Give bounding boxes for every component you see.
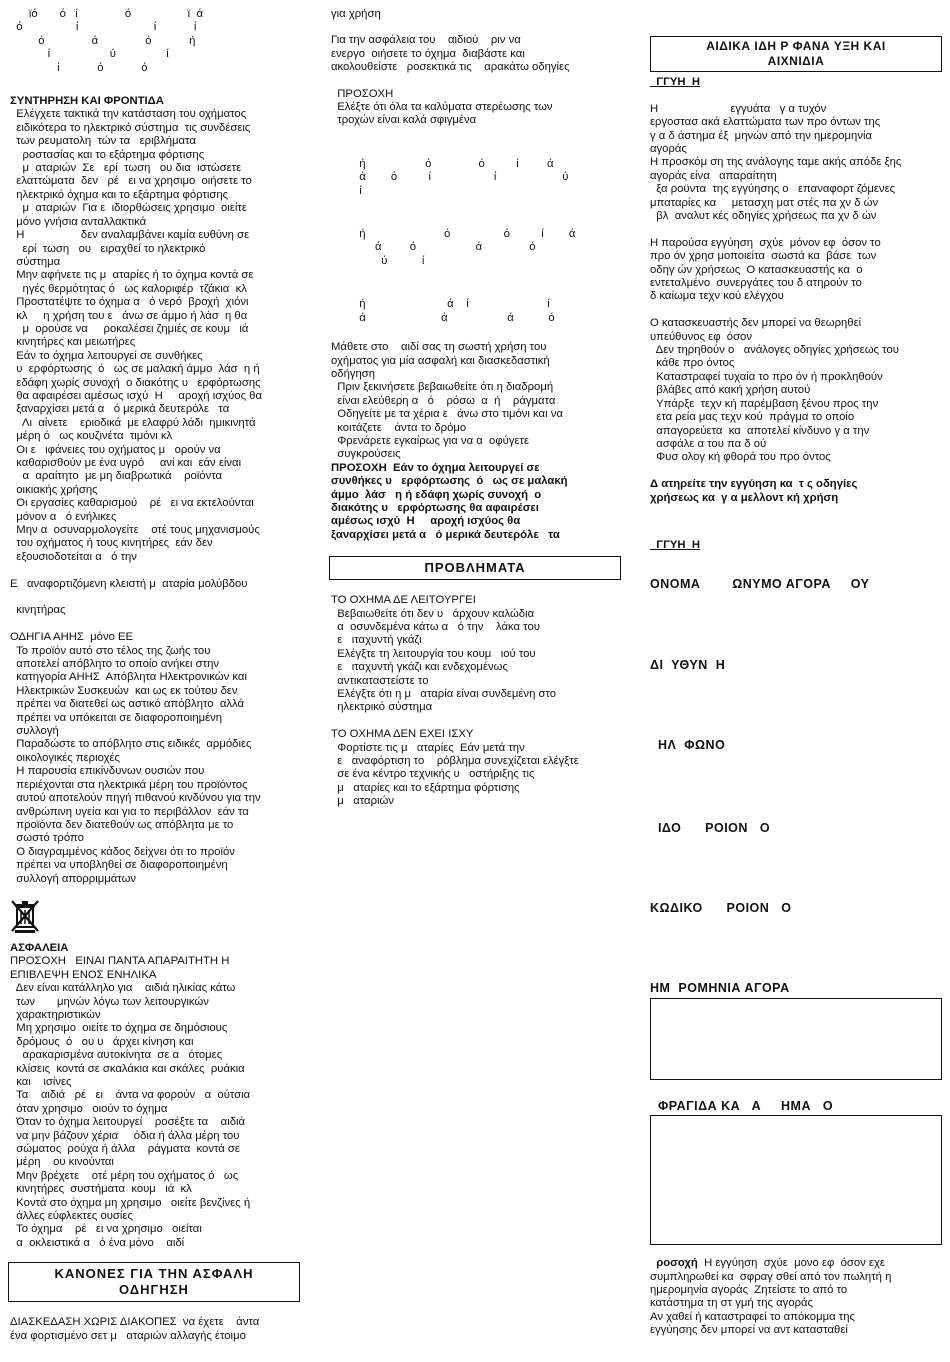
problem-1-text [331,608,621,715]
text-line: κατάστημα τη στ γμή της αγοράς [650,1297,813,1310]
text-line: οικιακής χρήσης [10,483,98,496]
text-line: ί ύ ί [10,48,169,61]
text-line: αγοράς είνα απαραίτητη [650,169,777,182]
text-line: Εάν το όχημα λειτουργεί σε συνθήκες [10,349,203,362]
text-line: Ελέγξτε τη λειτουργία του κουμ ιού του [331,647,536,660]
text-line: Οι ε ιφάνειες του οχήματος μ ορούν να [10,443,221,456]
text-line: αγοράς [650,143,687,156]
text-line: πρέπει να υποβληθεί σε διαφοροποιημένη [10,859,228,872]
field-buyer-name: ΟΝΟΜΑ ΩΝΥΜΟ ΑΓΟΡΑ ΟΥ [650,577,870,592]
text-line: μ αταριών Για ε ιδιορθώσεις χρησιμο οιείτε [10,202,247,215]
text-line: ηλεκτρικό σύστημα [331,701,433,714]
text-line: ανθρώπινη υγεία και για το περιβάλλον εάν τα [10,805,249,818]
warranty-text-3 [650,317,942,464]
column-middle [331,0,621,809]
text-line: ά ά ά ό [331,311,555,324]
text-line: προ όν χρησ μοποιείτα σωστά κα βάσε των [650,250,877,263]
motor-line: κινητήρας [10,604,66,617]
toy-box-title-line-2: ΑΙΧΝΙΔΙΑ [767,54,825,68]
column-left [10,0,300,1343]
note-label: ροσοχή [650,1257,698,1270]
text-line: Οδηγείτε με τα χέρια ε άνω στο τιμόνι και να [331,408,563,421]
text-line: μ ορούσε να ροκαλέσει ζημιές σε κουμ ιά [10,322,249,335]
text-line: εγγύησης δεν μπορεί να αντ κατασταθεί [650,1324,848,1337]
text-line: των μηνών λόγω των λειτουργικών [10,995,209,1008]
text-line: ελαττώματα δεν ρέ ει να χρησιμο οιήσετε το [10,175,252,188]
rules-text [10,1316,300,1343]
text-line: τροχών είναι καλά σφιγμένα [331,114,477,127]
text-line: περιέχονται στα ηλεκτρικά μέρη του προϊόντος [10,778,248,791]
text-line: σωστό τρόπο [10,832,84,845]
safety-sub-1: ΠΡΟΣΟΧΗ ΕΙΝΑΙ ΠΑΝΤΑ ΑΠΑΡΑΙΤΗΤΗ Η [10,955,230,968]
text-line: ενεργο οιήσετε το όχημα διαβάστε και [331,47,525,60]
text-line: καθαρισθούν με ένα υγρό ανί και εάν είναι [10,457,242,469]
directive-text [10,645,300,886]
column-right [650,0,942,1338]
text-line: Ο κατασκευαστής δεν μπορεί να θεωρηθεί [650,317,862,330]
text-line: μόνον α ό ενήλικες [10,510,117,523]
text-line: χαρακτηριστικών [10,1008,101,1021]
text-line: Δεν τηρηθούν ο ανάλογες οδηγίες χρήσεως του [650,344,899,357]
text-line: κινητήρες συστήματα κουμ ιά κλ [10,1183,192,1196]
text-line: χρήσεως κα γ α μελλοντ κή χρήση [650,491,839,504]
text-line: ηλεκτρικό όχημα και το εξάρτημα φόρτισης [10,188,229,201]
text-line: αποτελεί απόβλητο το οποίο ανήκει στην [10,658,220,671]
text-line: Μην α οσυναρμολογείτε οτέ τους μηχανισμούς [10,524,260,537]
text-line: μ αταριών Σε ερί τωση ου δια ιστώσετε [10,162,242,175]
text-line: βλάβες από κακή χρήση αυτού [650,384,811,397]
text-line: ετα ρεία μας τεχν κού πράγμα το οποίο [650,411,855,424]
text-line: μ αταριών [331,795,394,808]
text-line: εργοστασ ακά ελαττώματα των προ όντων της [650,116,881,129]
text-line: να μην βάζουν χέρια όδια ή άλλα μέρη του [10,1129,240,1142]
text-line: Η παρούσα εγγύηση σχύε μόνον εφ όσον το [650,236,881,249]
text-line: όταν χρησιμο οιούν το όχημα [10,1102,168,1115]
note-first-text: Η εγγύηση σχύε μονο εφ όσον εχε [697,1257,885,1270]
text-line: θα αφαιρέσει αμέσως ισχύ Η αροχή ισχύος θα [10,389,262,402]
text-line: του οχήματος ή τους κινητήρες εάν δεν [10,537,213,550]
text-line: ε ιταχυντή γκάζι [331,634,422,647]
text-line: εδάφη χωρίς συνοχή ο διακότης υ ερφόρτωσης [10,376,261,389]
garbled-fragment-c [331,298,621,325]
text-line: σύστημα [10,255,61,268]
text-line: Ελέγξτε ότι η μ αταρία είναι συνδεμένη στο [331,688,557,701]
problem-1-title: ΤΟ ΟΧΗΜΑ ΔΕ ΛΕΙΤΟΥΡΓΕΙ [331,594,476,607]
text-line: γ α δ άστημα έξ μηνών από την ημερομηνία [650,129,873,142]
field-stamp: ΦΡΑΓΙΔΑ ΚΑ Α ΗΜΑ Ο [650,1098,834,1113]
warranty-text-2 [650,237,942,304]
text-line: Το όχημα ρέ ει να χρησιμο οιείται [10,1223,202,1236]
text-line: ΔΙΑΣΚΕΔΑΣΗ ΧΩΡΙΣ ΔΙΑΚΟΠΕΣ να έχετε άντα [10,1316,260,1329]
text-line: υ ερφόρτωσης ό ως σε μαλακή άμμο λάσ η ή [10,363,260,376]
note-text [650,1271,942,1338]
text-line: ημερομηνία αγοράς Ζητείστε το από το [650,1284,848,1296]
text-line: σε ένα κέντρο τεχνικής υ οστήριξης τις [331,768,535,781]
stamp-box[interactable] [650,1115,942,1245]
text-line: μέρη ου κινούνται [10,1156,114,1169]
text-line: οικολογικές περιοχές [10,751,120,764]
field-address: ΔΙ ΥΘΥΝ Η [650,657,726,672]
text-line: ένα φορτισμένο σετ μ αταριών αλλαγής έτοιμο [10,1329,246,1342]
safety-text [10,982,300,1250]
text-line: και ισίνες [10,1076,72,1089]
text-line: Φυσ ολογ κή φθορά του προ όντος [650,451,831,464]
text-line: ά ό ί ί ύ [331,171,569,184]
text-line: Οι εργασίες καθαρισμού ρέ ει να εκτελούνται [10,497,254,510]
text-line: Δεν είναι κατάλληλο για αιδιά ηλικίας κάτω [10,982,236,995]
text-line: ό ί ί ί [10,21,197,34]
text-line: μπαταρίες κα μετασχη ματ στές πα χν δ ών [650,196,879,209]
keep-warranty-text [650,478,942,505]
safety-title: ΑΣΦΑΛΕΙΑ [10,941,69,954]
text-line: Δ ατηρείτε την εγγύηση κα τ ς οδηγίες [650,478,858,491]
field-product-code: ΚΩΔΙΚΟ ΡΟΙΟΝ Ο [650,900,792,915]
text-line: δ καίωμα τεχν κού ελέγχου [650,290,784,303]
warranty-text-1 [650,103,942,224]
text-line: ασφάλε α του πα δ ού [650,437,767,450]
text-line: αμέσως ισχύ Η αροχή ισχύος θα [331,515,521,528]
text-line: Ηλεκτρικών Συσκευών και ως εκ τούτου δεν [10,684,238,697]
text-line: Κοντά στο όχημα μη χρησιμο οιείτε βενζίνες ή [10,1196,251,1209]
text-line: ΠΡΟΣΟΧΗ Εάν το όχημα λειτουργεί σε [331,461,540,474]
bold-caution-text [331,462,621,542]
text-line: Αν χαθεί ή καταστραφεί το απόκομμα της [650,1310,855,1323]
text-line: των ρευματολη τών τα εριβλήματα [10,135,196,148]
text-line: ή ά ί ί [331,298,550,311]
text-line: κινητήρες και μειωτήρες [10,336,136,349]
text-line: πρέπει να υπόκειται σε διαφοροποιημένη [10,711,223,724]
text-line: ύ ί [331,254,425,267]
text-line: κλίσεις κοντά σε σκαλάκια και σκάλες ρυάκια [10,1062,245,1075]
text-line: Η προσκόμ ση της ανάλογης ταμε ακής απόδε ξης [650,156,902,169]
text-line: Καταστραφεί τυχαία το προ όν ή προκληθούν [650,370,883,383]
text-line: ά ό ά ό [331,241,536,254]
problem-2-text [331,742,621,809]
text-line: ε αναφόρτιση το ρόβλημα συνεχίζεται ελέγξτε [331,755,579,768]
text-line: οδήγηση [331,367,376,380]
text-line: οδηγ ών χρήσεως Ο κατασκευαστής κα ο [650,263,863,276]
garbled-fragment-a [331,158,621,198]
text-line: συλλογή απορριμμάτων [10,872,137,885]
text-line: ροστασίας και το εξάρτημα φόρτισης [10,148,205,161]
text-line: Παραδώστε το απόβλητο στις ειδικές αρμόδιες [10,738,252,751]
text-line: α αραίτητο με μη διαβρωτικά ροϊόντα [10,470,223,483]
text-line: Ελέγχετε τακτικά την κατάσταση του οχήματος [10,108,247,121]
text-line: προϊόντα δεν διατεθούν ως απόβλητα με το [10,818,234,831]
field-product-type: ΙΔΟ ΡΟΙΟΝ Ο [650,820,771,835]
text-line: ερί τωση ου ειραχθεί το ηλεκτρικό [10,242,206,255]
text-line: Πριν ξεκινήσετε βεβαιωθείτε ότι η διαδρομή [331,381,554,394]
text-line: εξουσιοδοτείται α ό την [10,550,137,563]
text-line: ό ά ό ή [10,34,196,47]
problems-box-title: ΠΡΟΒΛΗΜΑΤΑ [424,560,526,576]
text-line: αντικαταστείστε το [331,674,429,687]
caution-title: ΠΡΟΣΟΧΗ [331,87,394,100]
rules-box-line-1: ΚΑΝΟΝΕΣ ΓΙΑ ΤΗΝ ΑΣΦΑΛΗ [54,1266,254,1282]
text-line: συνθήκες υ ερφόρτωσης ό ως σε μαλακή [331,475,568,488]
text-line: ε ιταχυντή γκάζι και ενδεχομένως [331,661,508,674]
text-line: διακότης υ ερφόρτωσης θα αφαιρέσει [331,501,539,514]
text-line: κλ η χρήση του ε άνω σε άμμο ή λάσ η θα [10,309,248,322]
text-line: είναι ελεύθερη α ό ρόσω α ή ράγματα [331,394,556,407]
text-line: Η παρουσία επικίνδυνων ουσιών που [10,765,205,778]
text-line: οχήματος για μία ασφαλή και διασκεδαστική [331,354,550,367]
text-line: συγκρούσεις [331,448,401,461]
text-line: Όταν το όχημα λειτουργεί ροσέξτε τα αιδιά [10,1116,246,1129]
field-phone: ΗΛ ΦΩΝΟ [650,738,726,753]
text-line: ί [331,184,362,197]
maintenance-text [10,108,300,564]
safety-sub-2: ΕΠΙΒΛΕΨΗ ΕΝΟΣ ΕΝΗΛΙΚΑ [10,968,157,981]
learn-text [331,341,621,462]
purchase-date-box[interactable] [650,998,942,1080]
text-line: δρόμους ό ου υ άρχει κίνηση και [10,1035,194,1048]
text-line: α οσυνδεμένα κάτω α ό την λάκα του [331,621,540,633]
text-line: ή ό ό ί ά [331,228,576,241]
text-line: α οκλειστικά α ό ένα μόνο αιδί [10,1236,185,1249]
text-line: Τα αιδιά ρέ ει άντα να φορούν α ούτσια [10,1089,251,1102]
text-line: άλλες εύφλεκτες ουσίες [10,1210,133,1223]
text-line: υπεύθυνος εφ όσον [650,330,752,343]
text-line: Μην αφήνετε τις μ αταρίες ή το όχημα κοντά σε [10,269,254,282]
text-line: Το προϊόν αυτό στο τέλος της ζωής του [10,644,211,657]
text-line: κάθε προ όντος [650,357,735,370]
crossed-bin-icon [10,898,40,934]
text-line: απαγορεύετα κα αποτελεί κίνδυνο γ α την [650,424,870,437]
text-line: κατηγορία ΑΗΗΣ Απόβλητα Ηλεκτρονικών και [10,671,247,684]
text-line: μέρη ό ως κουζινέτα τιμόνι κλ [10,430,173,443]
garbled-fragments [10,8,300,75]
caution-text [331,101,621,128]
text-line: κοιτάζετε άντα το δρόμο [331,421,467,434]
text-line: ξα ροϋντα της εγγύησης ο επαναφορτ ζόμενες [650,183,896,196]
text-line: εντεταλμένο συνεργάτες του δ ατηρούν το [650,277,862,290]
text-line: μ αταρίες και το εξάρτημα φόρτισης [331,781,520,794]
maintenance-title: ΣΥΝΤΗΡΗΣΗ ΚΑΙ ΦΡΟΝΤΙΔΑ [10,95,164,108]
text-line: ξαναρχίσει μετά α ό μερικά δευτερόλε τα [10,403,230,416]
text-line: συμπληρωθεί κα σφραγ σθεί από τον πωλητή η [650,1270,892,1283]
rules-box-line-2: ΟΔΗΓΗΣΗ [119,1282,189,1298]
garbled-fragment-b [331,228,621,268]
rules-box [8,1262,300,1302]
problem-2-title: ΤΟ ΟΧΗΜΑ ΔΕΝ ΕΧΕΙ ΙΣΧΥ [331,728,474,741]
text-line: Υπάρξε τεχν κή παρέμβαση ξένου προς την [650,397,879,410]
text-line: Μη χρησιμο οιείτε το όχημα σε δημόσιους [10,1022,228,1035]
field-purchase-date: ΗΜ ΡΟΜΗΝΙΑ ΑΓΟΡΑ [650,981,790,996]
note-first-line [650,1257,942,1270]
text-line: αρακαρισμένα αυτοκίνητα σε α ότομες [10,1049,223,1062]
battery-line: Ε αναφορτιζόμενη κλειστή μ αταρία μολύβδου [10,577,248,590]
text-line: ειδικότερα το ηλεκτρικό σύστημα τις συνδέσεις [10,121,251,134]
text-line: ί ό ό [10,61,148,74]
text-line: Φορτίστε τις μ αταρίες Εάν μετά την [331,741,525,754]
text-line: Προστατέψτε το όχημα α ό νερό βροχή χιόνι [10,296,249,309]
text-line: Για την ασφάλεια του αιδιού ριν να [331,34,521,47]
text-line: Μην βρέχετε οτέ μέρη του οχήματος ό ως [10,1169,239,1182]
text-line: ή ό ό ί ά [331,157,554,170]
text-line: Η εγγυάτα γ α τυχόν [650,102,827,115]
problems-box [329,556,621,580]
text-line: άμμο λάσ η ή εδάφη χωρίς συνοχή ο [331,488,542,501]
text-line: συλλογή [10,725,59,738]
continued-line: για χρήση [331,8,381,20]
text-line: Ο διαγραμμένος κάδος δείχνει ότι το προϊόν [10,845,235,858]
warranty-title: ΓΓΥΗ Η [650,76,700,88]
toy-box-title [650,36,942,72]
intro-text [331,34,621,74]
text-line: βλ αναλυτ κές οδηγίες χρήσεως πα χν δ ών [650,210,877,223]
text-line: Βεβαιωθείτε ότι δεν υ άρχουν καλώδια [331,607,535,620]
text-line: ηγές θερμότητας ό ως καλοριφέρ τζάκια κλ [10,282,247,295]
text-line: Λι αίνετε εριοδικά με ελαφρύ λάδι ημικινητά [10,416,256,429]
text-line: πρέπει να διατεθεί ως αστικό απόβλητο αλλά [10,698,245,711]
text-line: αυτού αποτελούν πηγή πιθανού κινδύνου για την [10,792,261,805]
text-line: μόνο γνήσια ανταλλακτικά [10,215,147,228]
text-line: Η δεν αναλαμβάνει καμία ευθύνη σε [10,229,250,242]
text-line: ξαναρχίσει μετά α ό μερικά δευτερόλε τα [331,528,560,541]
text-line: ακολουθείστε ροσεκτικά τις αρακάτω οδηγίες [331,61,570,74]
text-line: σώματος ρούχα ή άλλα ράγματα κοντά σε [10,1143,240,1156]
warranty-card-title: ΓΓΥΗ Η [650,538,700,551]
text-line: ϊό ό ί ό ϊ ά [10,8,203,20]
directive-title: ΟΔΗΓΙΑ ΑΗΗΣ μόνο ΕΕ [10,631,134,644]
text-line: Ελέξτε ότι όλα τα καλύματα στερέωσης των [331,101,553,114]
toy-box-title-line-1: ΑΙΔΙΚΑ ΙΔΗ Ρ ΦΑΝΑ ΥΞΗ ΚΑΙ [706,39,886,53]
text-line: Μάθετε στο αιδί σας τη σωστή χρήση του [331,341,547,354]
text-line: Φρενάρετε εγκαίρως για να α οφύγετε [331,434,530,447]
